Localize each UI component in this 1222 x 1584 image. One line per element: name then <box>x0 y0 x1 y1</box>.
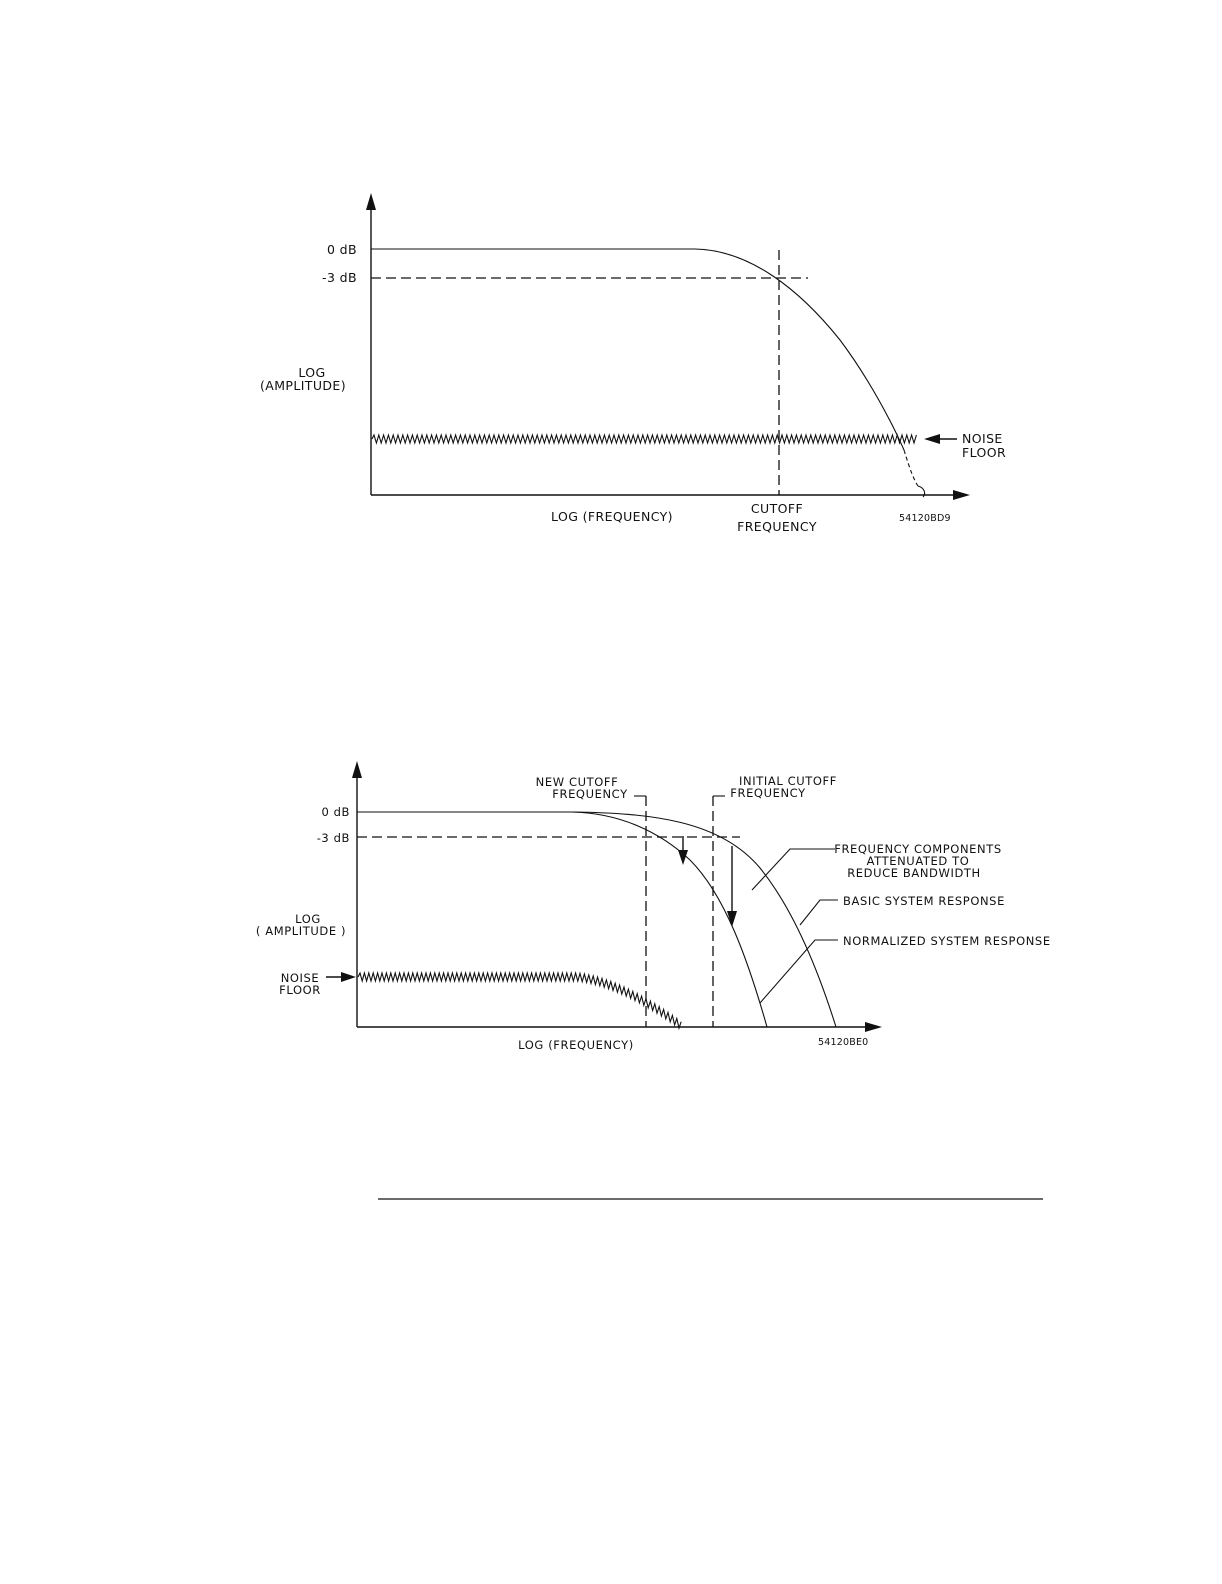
fig2-figure-code: 54120BE0 <box>818 1037 869 1048</box>
fig1-cutoff-label-line1: CUTOFF <box>750 501 804 516</box>
fig1-ytick-minus3db: -3 dB <box>322 270 357 285</box>
fig2-normalized-leader <box>760 940 838 1003</box>
fig2-basic-leader <box>800 900 838 925</box>
fig1-response-curve <box>371 249 904 450</box>
fig1-noise-floor <box>372 435 916 443</box>
fig2-initial-cutoff-line2: FREQUENCY <box>730 786 806 800</box>
fig2-new-cutoff-line2: FREQUENCY <box>552 787 628 801</box>
fig1-noise-label-line1: NOISE <box>962 431 1003 446</box>
figure-2 <box>256 761 1051 1052</box>
fig2-ylabel-line1: LOG <box>295 912 321 926</box>
fig2-components-line1: FREQUENCY COMPONENTS <box>834 842 1002 856</box>
fig2-xlabel: LOG (FREQUENCY) <box>518 1038 634 1052</box>
fig2-y-axis-arrow <box>352 761 362 778</box>
fig1-ytick-0db: 0 dB <box>326 242 357 257</box>
fig1-cutoff-label-line2: FREQUENCY <box>737 519 817 534</box>
fig1-response-curve-below-noise <box>904 450 918 486</box>
fig1-noise-pointer-arrow <box>924 434 940 444</box>
fig1-ylabel-line2: (AMPLITUDE) <box>260 378 346 393</box>
figure-1 <box>260 193 1006 534</box>
fig2-components-line3: REDUCE BANDWIDTH <box>847 866 981 880</box>
fig2-ytick-minus3db: -3 dB <box>316 831 350 845</box>
fig1-figure-code: 54120BD9 <box>899 513 951 524</box>
fig2-x-axis-arrow <box>865 1022 882 1032</box>
fig1-y-axis-arrow <box>366 193 376 210</box>
fig2-components-leader <box>752 849 835 890</box>
fig1-x-axis-arrow <box>953 490 970 500</box>
fig2-initial-cutoff-line1: INITIAL CUTOFF <box>739 774 837 788</box>
fig2-normalized-response-label: NORMALIZED SYSTEM RESPONSE <box>843 934 1051 948</box>
fig2-ytick-0db: 0 dB <box>321 805 350 819</box>
fig1-xlabel: LOG (FREQUENCY) <box>551 509 673 524</box>
fig2-basic-response-label: BASIC SYSTEM RESPONSE <box>843 894 1005 908</box>
fig2-noise-floor <box>358 973 681 1028</box>
fig2-noise-pointer-arrow <box>341 972 356 982</box>
fig2-noise-label-line1: NOISE <box>280 971 320 985</box>
fig2-ylabel-line2: ( AMPLITUDE ) <box>255 924 347 938</box>
fig2-noise-label-line2: FLOOR <box>279 983 321 997</box>
fig1-noise-label-line2: FLOOR <box>962 445 1007 460</box>
fig2-normalized-response-curve <box>572 812 767 1027</box>
fig1-ylabel-line1: LOG <box>298 365 326 380</box>
fig2-components-line2: ATTENUATED TO <box>866 854 970 868</box>
fig2-basic-response-curve <box>572 812 836 1027</box>
fig2-new-cutoff-line1: NEW CUTOFF <box>535 775 619 789</box>
